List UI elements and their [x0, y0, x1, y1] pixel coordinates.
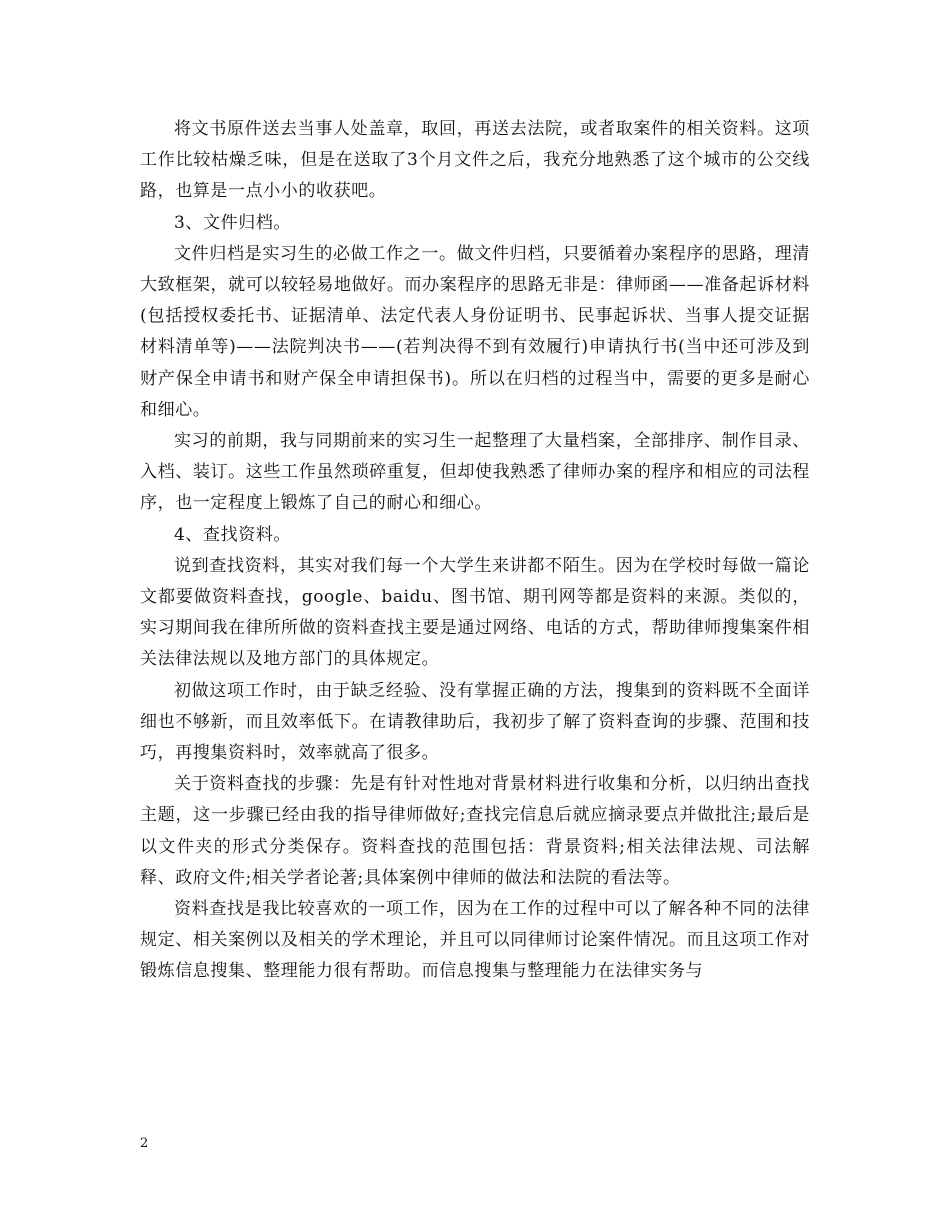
- heading-finding-materials: 4、查找资料。: [174, 524, 292, 545]
- page-number: 2: [140, 1136, 149, 1151]
- paragraph-research-steps: 关于资料查找的步骤：先是有针对性地对背景材料进行收集和分析，以归纳出查找主题，这一步骤已经由我的指导律师做好;查找完信息后就应摘录要点并做批注;最后是以文件夹的形式分类保存。资料查找的范围包括：背景资料;相关法律法规、司法解释、政府文件;相关学者论著;具体案例中律师的做法和法院的看法等。: [140, 774, 810, 888]
- paragraph-archiving-experience: 实习的前期，我与同期前来的实习生一起整理了大量档案，全部排序、制作目录、入档、装订。这些工作虽然琐碎重复，但却使我熟悉了律师办案的程序和相应的司法程序，也一定程度上锻炼了自己的耐心和细心。: [140, 431, 810, 514]
- paragraph-research-intro: 说到查找资料，其实对我们每一个大学生来讲都不陌生。因为在学校时每做一篇论文都要做资料查找，google、baidu、图书馆、期刊网等都是资料的来源。类似的，实习期间我在律所所做的资料查找主要是通过网络、电话的方式，帮助律师搜集案件相关法律法规以及地方部门的具体规定。: [140, 555, 810, 670]
- paragraph-archiving-intro: 文件归档是实习生的必做工作之一。做文件归档，只要循着办案程序的思路，理清大致框架，就可以较轻易地做好。而办案程序的思路无非是：律师函——准备起诉材料(包括授权委托书、证据清单、法定代表人身份证明书、民事起诉状、当事人提交证据材料清单等)——法院判决书——(若判决得不到有效履行)申请执行书(当中还可涉及到财产保全申请书和财产保全申请担保书)。所以在归档的过程当中，需要的更多是耐心和细心。: [140, 243, 810, 420]
- paragraph-research-beginning: 初做这项工作时，由于缺乏经验、没有掌握正确的方法，搜集到的资料既不全面详细也不够新，而且效率低下。在请教律助后，我初步了解了资料查询的步骤、范围和技巧，再搜集资料时，效率就高了很多。: [140, 680, 810, 764]
- paragraph-delivery-work: 将文书原件送去当事人处盖章，取回，再送去法院，或者取案件的相关资料。这项工作比较枯燥乏味，但是在送取了3个月文件之后，我充分地熟悉了这个城市的公交线路，也算是一点小小的收获吧。: [140, 119, 810, 202]
- paragraph-research-benefits: 资料查找是我比较喜欢的一项工作，因为在工作的过程中可以了解各种不同的法律规定、相关案例以及相关的学术理论，并且可以同律师讨论案件情况。而且这项工作对锻炼信息搜集、整理能力很有帮助。而信息搜集与整理能力在法律实务与: [140, 899, 810, 982]
- body-text: [140, 114, 810, 988]
- heading-file-archiving: 3、文件归档。: [174, 212, 292, 233]
